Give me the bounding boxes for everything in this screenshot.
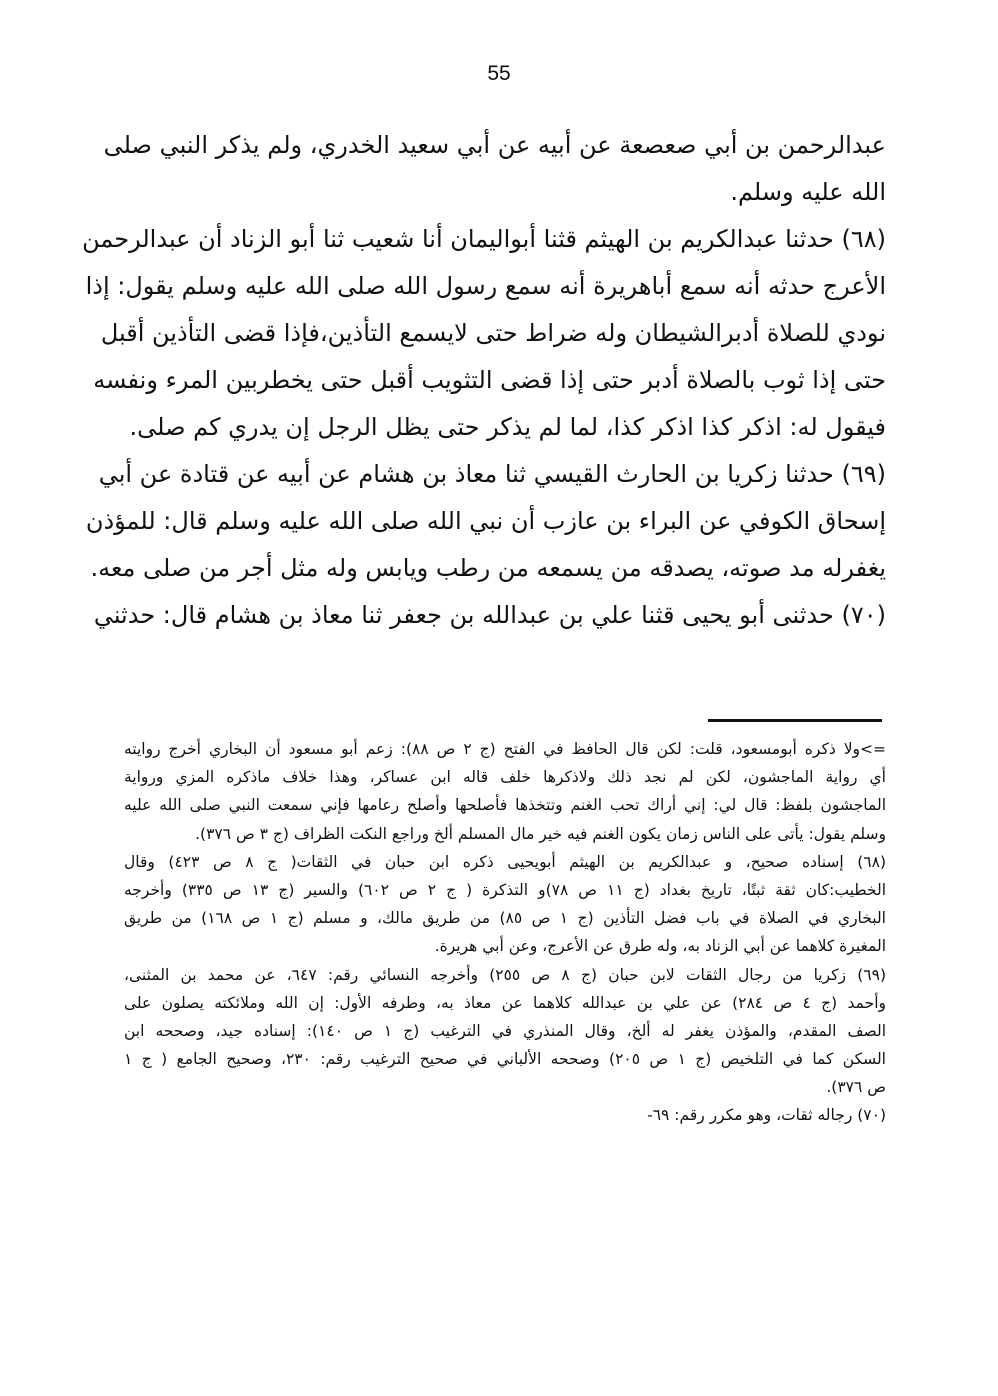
main-text-line: (٦٨) حدثنا عبدالكريم بن الهيثم قثنا أبواليمان أنا شعيب ثنا أبو الزناد أن عبدالرحمن <box>82 225 886 253</box>
main-text-line: الله عليه وسلم. <box>730 178 886 206</box>
main-text <box>82 122 886 639</box>
footnote-line: (٦٨) إسناده صحيح، و عبدالكريم بن الهيثم أبويحيى ذكره ابن حبان في الثقات( ج ٨ ص ٤٢٣) وقال <box>124 852 886 871</box>
footnote-line: الخطيب:كان ثقة ثبتًا، تاريخ بغداد (ج ١١ ص ٧٨)و التذكرة ( ج ٢ ص ٦٠٢) والسير (ج ١٣ ص ٣٣٥) وأخرجه <box>124 880 887 899</box>
main-text-line: (٦٩) حدثنا زكريا بن الحارث القيسي ثنا معاذ بن هشام عن أبيه عن قتادة عن أبي <box>98 460 886 488</box>
footnotes <box>124 735 886 1130</box>
footnote-line: الماجشون بلفظ: قال لي: إني أراك تحب الغنم وتتخذها فأصلحها وأصلح رعامها فإني سمعت النبي صلى الله عليه <box>124 796 886 815</box>
footnote-line: وسلم يقول: يأتى على الناس زمان يكون الغنم فيه خير مال المسلم ألخ وراجع النكت الظراف (ج ٣ ص ٣٧٦). <box>195 824 886 843</box>
main-text-line: إسحاق الكوفي عن البراء بن عازب أن نبي الله صلى الله عليه وسلم قال: للمؤذن <box>85 507 886 535</box>
main-text-line: (٧٠) حدثنى أبو يحيى قثنا علي بن عبدالله بن جعفر ثنا معاذ بن هشام قال: حدثني <box>93 601 886 629</box>
main-text-line: يغفرله مد صوته، يصدقه من يسمعه من رطب ويابس وله مثل أجر من صلى معه. <box>90 554 886 582</box>
main-text-line: نودي للصلاة أدبرالشيطان وله ضراط حتى لايسمع التأذين،فإذا قضى التأذين أقبل <box>100 319 886 347</box>
footnote-line: وأحمد (ج ٤ ص ٢٨٤) عن علي بن عبدالله كلاهما عن معاذ به، وطرفه الأول: إن الله وملائكته يصلون على <box>124 993 886 1012</box>
main-text-line: عبدالرحمن بن أبي صعصعة عن أبيه عن أبي سعيد الخدري، ولم يذكر النبي صلى <box>103 131 886 159</box>
footnote-line: =>ولا ذكره أبومسعود، قلت: لكن قال الحافظ في الفتح (ج ٢ ص ٨٨): زعم أبو مسعود أن البخاري أخرج روايته <box>124 740 887 758</box>
footnote-line: المغيرة كلاهما عن أبي الزناد به، وله طرق عن الأعرج، وعن أبي هريرة. <box>434 937 886 956</box>
main-text-line: فيقول له: اذكر كذا اذكر كذا، لما لم يذكر حتى يظل الرجل إن يدري كم صلى. <box>129 413 886 441</box>
footnote-divider <box>708 719 882 722</box>
footnote-line: السكن كما في التلخيص (ج ١ ص ٢٠٥) وصححه الألباني في صحيح الترغيب رقم: ٢٣٠، وصحيح الجامع ( ج ١ <box>124 1050 886 1069</box>
footnote-line: ص ٣٧٦). <box>826 1078 886 1097</box>
footnote-line: أي رواية الماجشون، لكن لم نجد ذلك ولاذكرها خلف قاله ابن عساكر، وهذا خلاف ماذكره المزي ورواية <box>124 768 886 787</box>
page-number: 55 <box>487 62 511 85</box>
footnote-line: البخاري في الصلاة في باب فضل التأذين (ج ١ ص ٨٥) من طريق مالك، و مسلم (ج ١ ص ١٦٨) من طريق <box>124 909 886 928</box>
footnote-line: (٦٩) زكريا من رجال الثقات لابن حبان (ج ٨ ص ٢٥٥) وأخرجه النسائي رقم: ٦٤٧، عن محمد بن المثنى، <box>124 965 887 984</box>
footnote-line: الصف المقدم، والمؤذن يغفر له ألخ، وقال المنذري في الترغيب (ج ١ ص ١٤٠): إسناده جيد، وصححه ابن <box>124 1021 887 1040</box>
main-text-line: الأعرج حدثه أنه سمع أباهريرة أنه سمع رسول الله صلى الله عليه وسلم يقول: إذا <box>85 272 886 300</box>
main-text-line: حتى إذا ثوب بالصلاة أدبر حتى إذا قضى التثويب أقبل حتى يخطربين المرء ونفسه <box>93 366 886 394</box>
footnote-line: (٧٠) رجاله ثقات، وهو مكرر رقم: ٦٩- <box>647 1106 886 1125</box>
